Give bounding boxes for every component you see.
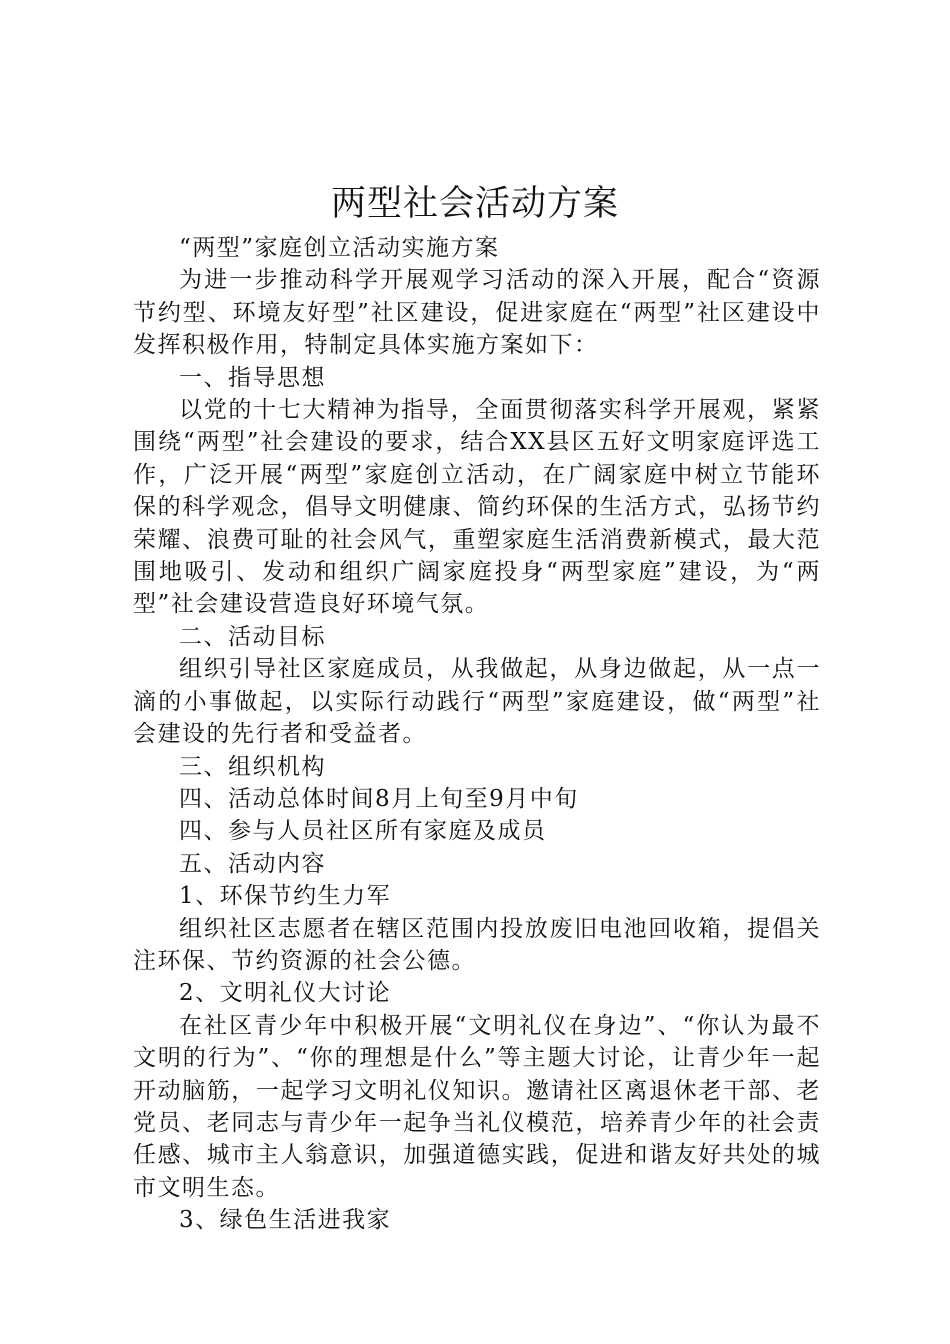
section-heading-activity-goal: 二、活动目标 (179, 623, 326, 650)
section-heading-participants: 四、参与人员社区所有家庭及成员 (179, 818, 547, 845)
subsection-heading-1: 1、环保节约生力军 (179, 883, 392, 910)
subsection-heading-3: 3、绿色生活进我家 (179, 1207, 392, 1234)
guiding-thought-paragraph: 以党的十七大精神为指导，全面贯彻落实科学开展观，紧紧围绕“两型”社会建设的要求，结合XX县区五好文明家庭评选工作，广泛开展“两型”家庭创立活动，在广阔家庭中树立节能环保的科学观念，倡导文明健康、简约环保的生活方式，弘扬节约荣耀、浪费可耻的社会风气，重塑家庭生活消费新模式，最大范围地吸引、发动和组织广阔家庭投身“两型家庭”建设，为“两型”社会建设营造良好环境气氛。 (133, 397, 821, 618)
intro-paragraph: 为进一步推动科学开展观学习活动的深入开展，配合“资源节约型、环境友好型”社区建设，促进家庭在“两型”社区建设中发挥积极作用，特制定具体实施方案如下： (133, 267, 821, 359)
document-body (133, 232, 821, 1237)
section-heading-guiding-thought: 一、指导思想 (179, 364, 326, 391)
subsection-2-paragraph: 在社区青少年中积极开展“文明礼仪在身边”、“你认为最不文明的行为”、“你的理想是什么”等主题大讨论，让青少年一起开动脑筋，一起学习文明礼仪知识。邀请社区离退休老干部、老党员、老同志与青少年一起争当礼仪模范，培养青少年的社会责任感、城市主人翁意识，加强道德实践，促进和谐友好共处的城市文明生态。 (133, 1012, 821, 1201)
subtitle-paragraph: “两型”家庭创立活动实施方案 (179, 235, 500, 261)
section-heading-activity-time: 四、活动总体时间8月上旬至9月中旬 (179, 785, 579, 812)
document-title: 两型社会活动方案 (330, 184, 619, 224)
section-heading-activity-content: 五、活动内容 (179, 850, 326, 877)
subsection-1-paragraph: 组织社区志愿者在辖区范围内投放废旧电池回收箱，提倡关注环保、节约资源的社会公德。 (133, 915, 821, 974)
subsection-heading-2: 2、文明礼仪大讨论 (179, 980, 392, 1007)
activity-goal-paragraph: 组织引导社区家庭成员，从我做起，从身边做起，从一点一滴的小事做起，以实际行动践行“两型”家庭建设，做“两型”社会建设的先行者和受益者。 (133, 656, 821, 748)
section-heading-organization: 三、组织机构 (179, 753, 326, 780)
